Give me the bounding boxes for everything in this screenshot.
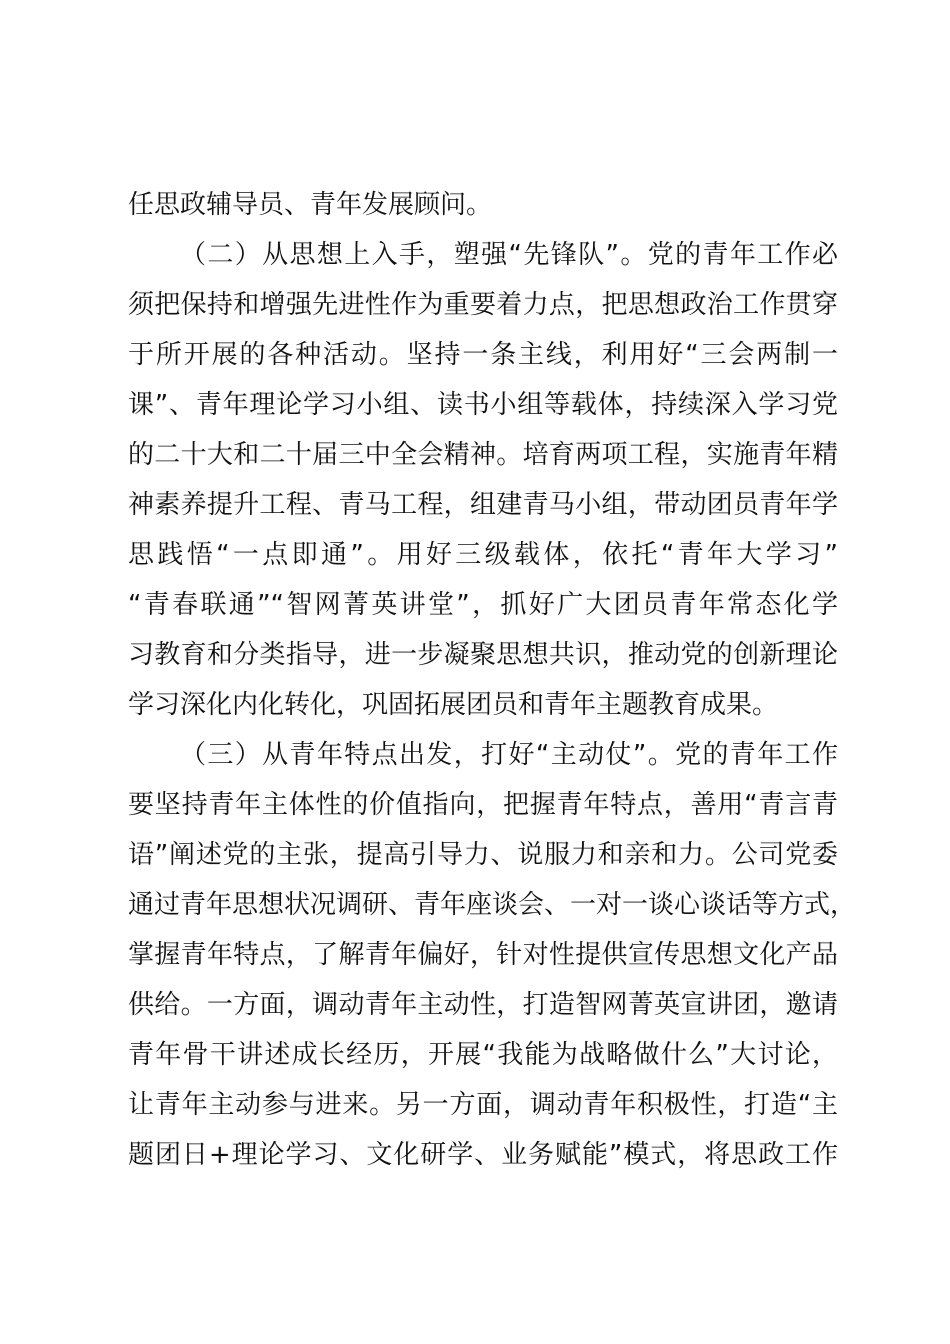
text-line: 供给。一方面，调动青年主动性，打造智网菁英宣讲团，邀请 [128,990,838,1020]
text-line: 神素养提升工程、青马工程，组建青马小组，带动团员青年学 [128,490,838,520]
text-line: 要坚持青年主体性的价值指向，把握青年特点，善用“青言青 [128,790,838,820]
text-line: 课”、青年理论学习小组、读书小组等载体，持续深入学习党 [128,390,838,420]
text-line: 让青年主动参与进来。另一方面，调动青年积极性，打造“主 [128,1090,838,1120]
text-line: 学习深化内化转化，巩固拓展团员和青年主题教育成果。 [128,690,779,720]
text-line: 思践悟“一点即通”。用好三级载体，依托“青年大学习” [128,540,838,570]
text-line: 通过青年思想状况调研、青年座谈会、一对一谈心谈话等方式， [128,890,857,920]
section-heading-line: （二）从思想上入手，塑强“先锋队”。党的青年工作必 [180,240,838,270]
text-line: 习教育和分类指导，进一步凝聚思想共识，推动党的创新理论 [128,640,838,670]
text-line: 于所开展的各种活动。坚持一条主线，利用好“三会两制一 [128,340,838,370]
text-line: 须把保持和增强先进性作为重要着力点，把思想政治工作贯穿 [128,290,838,320]
text-line: 掌握青年特点，了解青年偏好，针对性提供宣传思想文化产品 [128,940,838,970]
text-line: 的二十大和二十届三中全会精神。培育两项工程，实施青年精 [128,440,838,470]
text-line: 题团日+理论学习、文化研学、业务赋能”模式，将思政工作 [128,1140,838,1170]
text-line: 青年骨干讲述成长经历，开展“我能为战略做什么”大讨论， [128,1040,838,1070]
section-heading-line: （三）从青年特点出发，打好“主动仗”。党的青年工作 [180,740,838,770]
text-line: 语”阐述党的主张，提高引导力、说服力和亲和力。公司党委 [128,840,838,870]
text-line: “青春联通”“智网菁英讲堂”，抓好广大团员青年常态化学 [128,590,838,620]
text-line: 任思政辅导员、青年发展顾问。 [128,190,493,220]
